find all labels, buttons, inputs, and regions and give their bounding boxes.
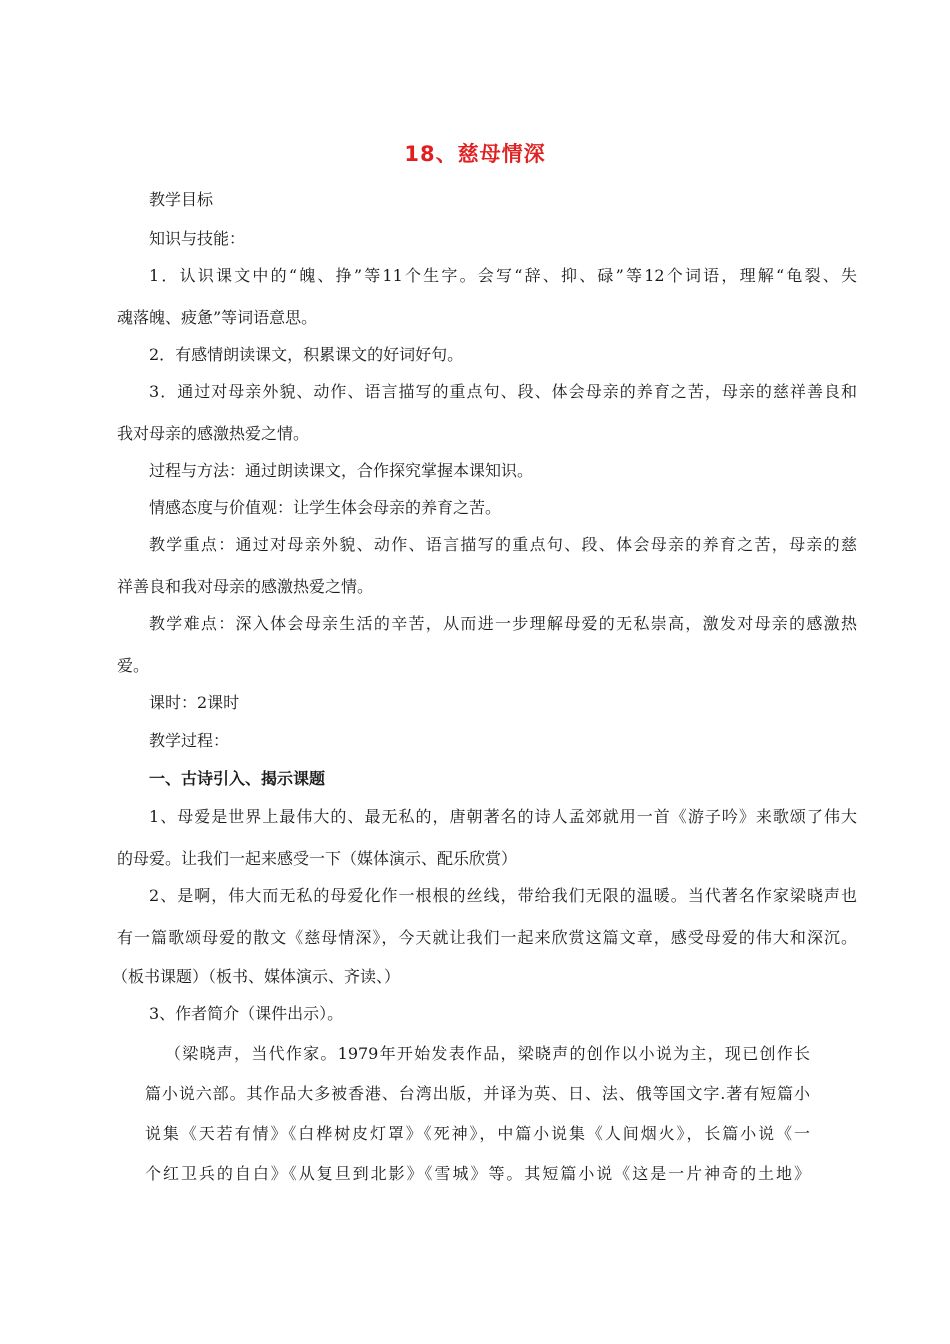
paragraph-line: 我对母亲的感激热爱之情。 [117, 424, 310, 443]
paragraph-line: 过程与方法：通过朗读课文，合作探究掌握本课知识。 [149, 461, 534, 480]
paragraph-line: 有一篇歌颂母爱的散文《慈母情深》，今天就让我们一起来欣赏这篇文章，感受母爱的伟大和深沉。 [117, 928, 857, 947]
paragraph-line: 祥善良和我对母亲的感激热爱之情。 [117, 577, 374, 596]
sub-heading: 知识与技能： [149, 229, 246, 248]
paragraph-line: 的母爱。让我们一起来感受一下（媒体演示、配乐欣赏） [117, 849, 518, 868]
author-bio-line: 篇小说六部。其作品大多被香港、台湾出版，并译为英、日、法、俄等国文字.著有短篇小 [145, 1084, 810, 1103]
document-title: 18、慈母情深 [404, 142, 546, 166]
paragraph-line: 2、是啊，伟大而无私的母爱化作一根根的丝线，带给我们无限的温暖。当代著名作家梁晓声也 [149, 886, 857, 905]
section-heading: 一、古诗引入、揭示课题 [149, 769, 326, 788]
paragraph-line: 1、母爱是世界上最伟大的、最无私的，唐朝著名的诗人孟郊就用一首《游子吟》来歌颂了伟大 [149, 807, 857, 826]
paragraph-line: 教学重点：通过对母亲外貌、动作、语言描写的重点句、段、体会母亲的养育之苦，母亲的慈 [149, 535, 857, 554]
paragraph-line: 3．通过对母亲外貌、动作、语言描写的重点句、段、体会母亲的养育之苦，母亲的慈祥善良和 [149, 382, 857, 401]
paragraph-line: 教学过程： [149, 731, 230, 750]
paragraph-line: （板书课题）（板书、媒体演示、齐读、） [112, 967, 401, 986]
paragraph-line: 3、作者简介（课件出示）。 [149, 1004, 344, 1023]
paragraph-line: 情感态度与价值观：让学生体会母亲的养育之苦。 [149, 498, 502, 517]
paragraph-line: 1．认识课文中的“魄、挣”等11个生字。会写“辞、抑、碌”等12个词语，理解“龟裂、失 [149, 266, 857, 285]
author-bio-line: 说集《天若有情》《白桦树皮灯罩》《死神》，中篇小说集《人间烟火》，长篇小说《一 [145, 1124, 810, 1143]
author-bio-line: （梁晓声，当代作家。1979年开始发表作品，梁晓声的创作以小说为主，现已创作长 [165, 1044, 810, 1063]
paragraph-line: 爱。 [117, 656, 150, 675]
section-heading: 教学目标 [149, 190, 214, 209]
author-bio-line: 个红卫兵的自白》《从复旦到北影》《雪城》等。其短篇小说《这是一片神奇的土地》 [145, 1164, 810, 1183]
paragraph-line: 魂落魄、疲惫”等词语意思。 [117, 308, 318, 327]
paragraph-line: 2．有感情朗读课文，积累课文的好词好句。 [149, 345, 464, 364]
paragraph-line: 教学难点：深入体会母亲生活的辛苦，从而进一步理解母爱的无私崇高，激发对母亲的感激热 [149, 614, 857, 633]
paragraph-line: 课时：2课时 [149, 693, 240, 712]
